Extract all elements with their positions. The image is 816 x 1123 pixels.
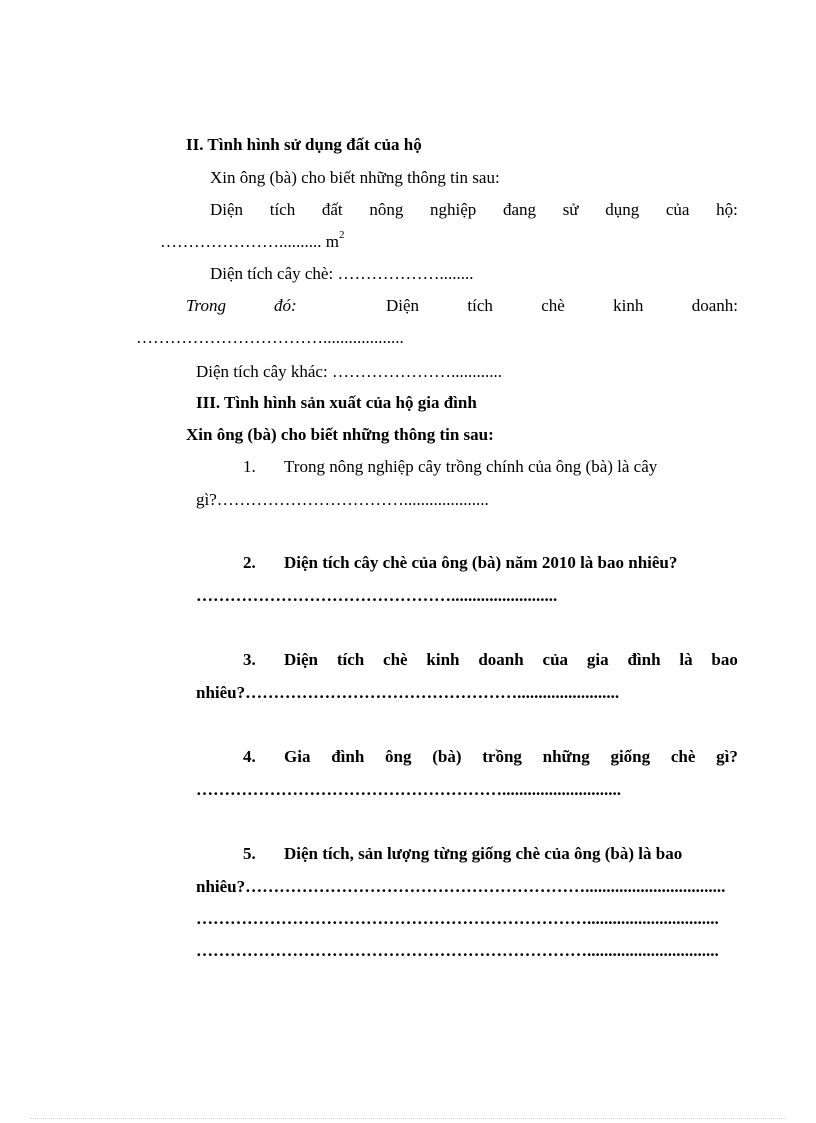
page-bottom-rule bbox=[30, 1118, 786, 1119]
word: chè bbox=[670, 747, 696, 766]
business-tea-answer-blank: ……………………………................... bbox=[136, 328, 404, 347]
q2-text: Diện tích cây chè của ông (bà) năm 2010 là bao nhiêu? bbox=[284, 553, 678, 572]
word: đang bbox=[502, 200, 537, 219]
word: hộ: bbox=[716, 200, 738, 219]
q5-answer-line-3: ……………………………………………………………............................... bbox=[196, 941, 719, 960]
word: đình bbox=[331, 747, 365, 766]
tea-area-question: Diện tích cây chè: ………………........ bbox=[210, 264, 474, 283]
word: trồng bbox=[482, 747, 522, 766]
other-crops-question: Diện tích cây khác: …………………............ bbox=[196, 362, 502, 381]
word: Diện bbox=[386, 296, 420, 315]
q5-text: Diện tích, sản lượng từng giống chè của ông (bà) là bao bbox=[284, 844, 683, 863]
word: giống bbox=[610, 747, 651, 766]
q1-number: 1. bbox=[243, 457, 256, 476]
word: nghiệp bbox=[430, 200, 477, 219]
word: Diện bbox=[210, 200, 244, 219]
q4-number: 4. bbox=[243, 747, 256, 766]
word: Gia bbox=[284, 747, 311, 766]
word: đất bbox=[321, 200, 343, 219]
q5-answer-line-1: nhiêu?……………………………………………………................................. bbox=[196, 877, 726, 896]
word: là bbox=[679, 650, 693, 669]
q5-number: 5. bbox=[243, 844, 256, 863]
q5-answer-line-2: ……………………………………………………………............................... bbox=[196, 909, 719, 928]
word: những bbox=[542, 747, 590, 766]
q3-number: 3. bbox=[243, 650, 256, 669]
agri-land-answer-blank bbox=[160, 229, 345, 252]
trong-do-label-2 bbox=[274, 296, 297, 316]
word: sử bbox=[562, 200, 579, 219]
word: của bbox=[665, 200, 690, 219]
word: doanh bbox=[478, 650, 524, 669]
word: đó: bbox=[274, 296, 297, 315]
word: doanh: bbox=[691, 296, 738, 315]
word: của bbox=[542, 650, 569, 669]
agri-land-question bbox=[210, 200, 738, 220]
trong-do-label bbox=[186, 296, 226, 316]
q3-answer-blank: nhiêu?…………………………………………........................ bbox=[196, 683, 620, 702]
word: tích bbox=[467, 296, 493, 315]
section-2-intro: Xin ông (bà) cho biết những thông tin sau: bbox=[210, 168, 500, 187]
word: tích bbox=[336, 650, 365, 669]
section-3-intro: Xin ông (bà) cho biết những thông tin sau: bbox=[186, 425, 494, 444]
word: dụng bbox=[605, 200, 640, 219]
q2-number: 2. bbox=[243, 553, 256, 572]
q4-text bbox=[284, 747, 738, 767]
word: kinh bbox=[613, 296, 644, 315]
word: ông bbox=[385, 747, 412, 766]
word: gia bbox=[586, 650, 609, 669]
word: kinh bbox=[426, 650, 460, 669]
word: chè bbox=[383, 650, 408, 669]
word: gì? bbox=[716, 747, 738, 766]
unit-superscript: 2 bbox=[338, 229, 345, 242]
word: nông bbox=[369, 200, 404, 219]
section-3-heading: III. Tình hình sản xuất của hộ gia đình bbox=[196, 393, 477, 412]
word: tích bbox=[269, 200, 296, 219]
business-tea-question bbox=[386, 296, 738, 316]
q1-text: Trong nông nghiệp cây trồng chính của ông (bà) là cây bbox=[284, 457, 658, 476]
word: (bà) bbox=[432, 747, 462, 766]
q3-text bbox=[284, 650, 738, 670]
q4-answer-blank: ………………………………………………............................ bbox=[196, 780, 621, 799]
section-2-heading: II. Tình hình sử dụng đất của hộ bbox=[186, 135, 422, 154]
word: Diện bbox=[284, 650, 318, 669]
agri-land-blank: ………………….......... m bbox=[160, 232, 339, 251]
q1-answer-blank: gì?…………………………….................... bbox=[196, 490, 489, 509]
word: bao bbox=[711, 650, 738, 669]
word: đình bbox=[627, 650, 661, 669]
word: chè bbox=[541, 296, 565, 315]
q2-answer-blank: ………………………………………......................... bbox=[196, 586, 558, 605]
word: Trong bbox=[186, 296, 227, 315]
